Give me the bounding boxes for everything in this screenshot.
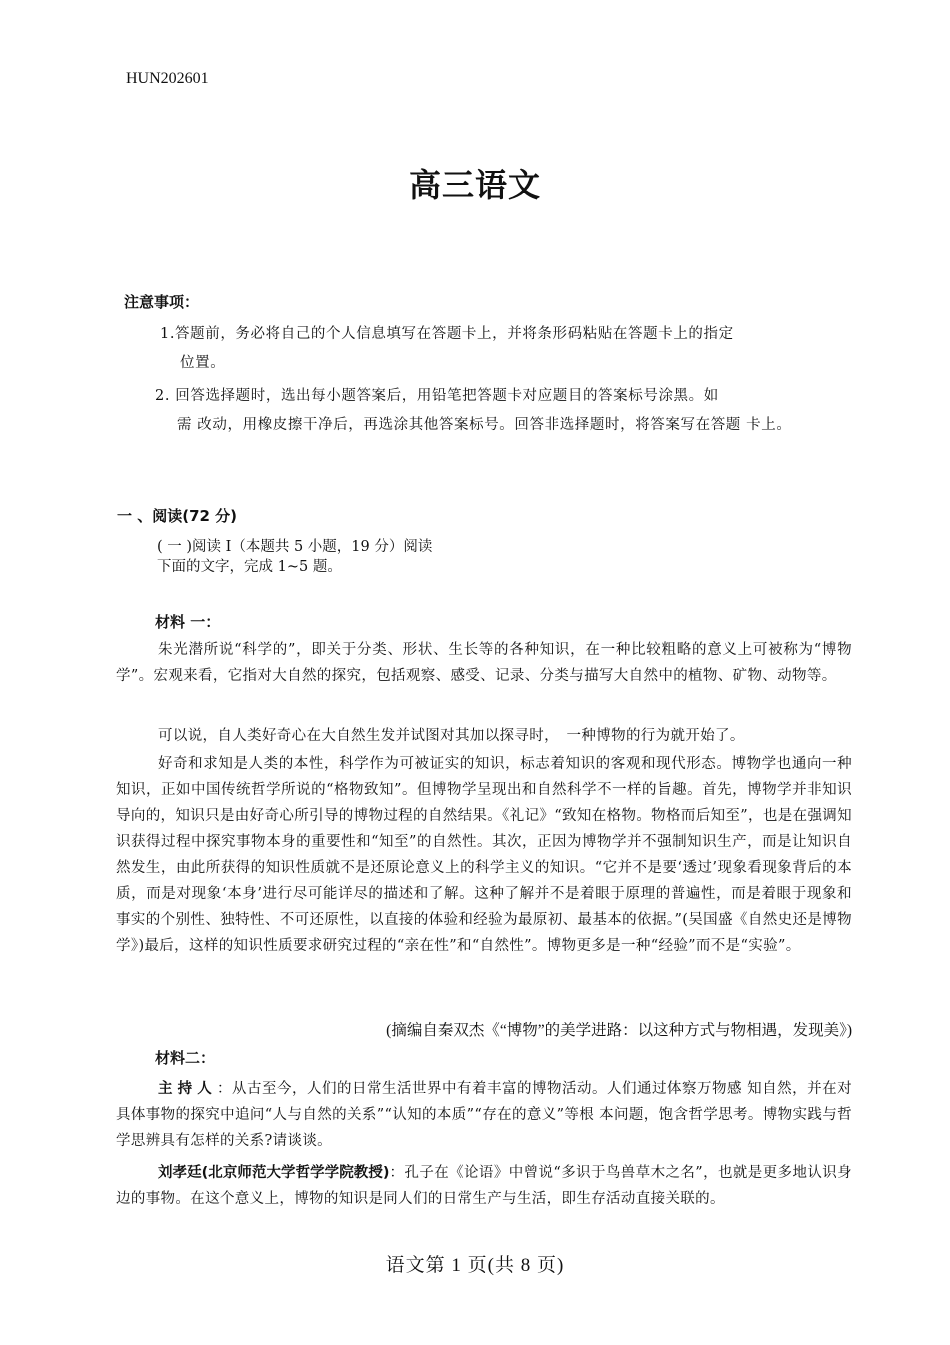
material-2-heading: 材料二：	[155, 1049, 216, 1067]
notice-heading: 注意事项：	[124, 293, 200, 311]
guest-speech: ：孔子在《论语》中曾说“多识于鸟兽草木之名”，也就是更多地认识身边的事物。在这个意义上，博物的知识是同人们的日常生产与生活，即生存活动直接关联的。	[116, 1165, 852, 1207]
material-1-paragraph-3: 好奇和求知是人类的本性，科学作为可被证实的知识，标志着知识的客观和现代形态。博物学也通向一种知识，正如中国传统哲学所说的“格物致知”。但博物学呈现出和自然科学不一样的旨趣。首先，博物学并非知识导向的，知识只是由好奇心所引导的博物过程的自然结果。《礼记》“致知在格物。物格而后知至”，也是在强调知识获得过程中探究事物本身的重要性和“知至”的自然性。其次，正因为博物学并不强制知识生产，而是让知识自然发生，由此所获得的知识性质就不是还原论意义上的科学主义的知识。“它并不是要‘透过’现象看现象背后的本质，而是对现象‘本身’进行尽可能详尽的描述和了解。这种了解并不是着眼于原理的普遍性，而是着眼于现象和事实的个别性、独特性、不可还原性，以直接的体验和经验为最原初、最基本的依据。”(吴国盛《自然史还是博物学》)最后，这样的知识性质要求研究过程的“亲在性”和“自然性”。博物更多是一种“经验”而不是“实验”。	[116, 756, 852, 954]
notice-item-1-first-line: 1.答题前，务必将自己的个人信息填写在答题卡上，并将条形码粘贴在答题卡上的指定	[160, 326, 734, 342]
sub-question-instruction: ( 一 )阅读 I（本题共 5 小题，19 分）阅读下面的文字，完成 1~5 题。	[157, 539, 433, 575]
notice-item-1	[160, 320, 860, 378]
host-speech: ：从古至今，人们的日常生活世界中有着丰富的博物活动。人们通过体察万物感 知自然，并在对具体事物的探究中追问“人与自然的关系”“认知的本质”“存在的意义”等根 本问题，饱含哲学思考。博物实践与哲学思辨具有怎样的关系?请谈谈。	[116, 1081, 853, 1149]
exam-code: HUN202601	[126, 70, 209, 87]
notice-item-2	[155, 382, 855, 440]
page-title: 高三语文	[408, 166, 541, 204]
section-heading: 一 、阅读(72 分)	[117, 507, 238, 525]
notice-item-2-continuation: 需 改动，用橡皮擦干净后，再选涂其他答案标号。回答非选择题时，将答案写在答题 卡上。	[177, 417, 792, 433]
notice-item-1-continuation: 位置。	[180, 355, 226, 371]
notice-item-2-first-line: 2. 回答选择题时，选出每小题答案后，用铅笔把答题卡对应题目的答案标号涂黑。如	[155, 388, 719, 404]
guest-speaker-label: 刘孝廷(北京师范大学哲学学院教授)	[158, 1165, 390, 1181]
material-1-heading: 材料 一：	[155, 613, 221, 631]
host-speaker-label: 主持人	[158, 1081, 217, 1097]
page-footer: 语文第 1 页(共 8 页)	[385, 1255, 565, 1276]
material-2-host-paragraph	[116, 1076, 852, 1154]
material-1-source: (摘编自秦双杰《“博物”的美学进路：以这种方式与物相遇，发现美》)	[386, 1022, 852, 1039]
material-1-paragraph-2: 可以说，自人类好奇心在大自然生发并试图对其加以探寻时， 一种博物的行为就开始了。	[158, 728, 745, 744]
material-2-guest-paragraph	[116, 1160, 852, 1212]
material-1-paragraph-1: 朱光潜所说“科学的”，即关于分类、形状、生长等的各种知识，在一种比较粗略的意义上可被称为“博物学”。宏观来看，它指对大自然的探究，包括观察、感受、记录、分类与描写大自然中的植物、矿物、动物等。	[116, 642, 852, 684]
